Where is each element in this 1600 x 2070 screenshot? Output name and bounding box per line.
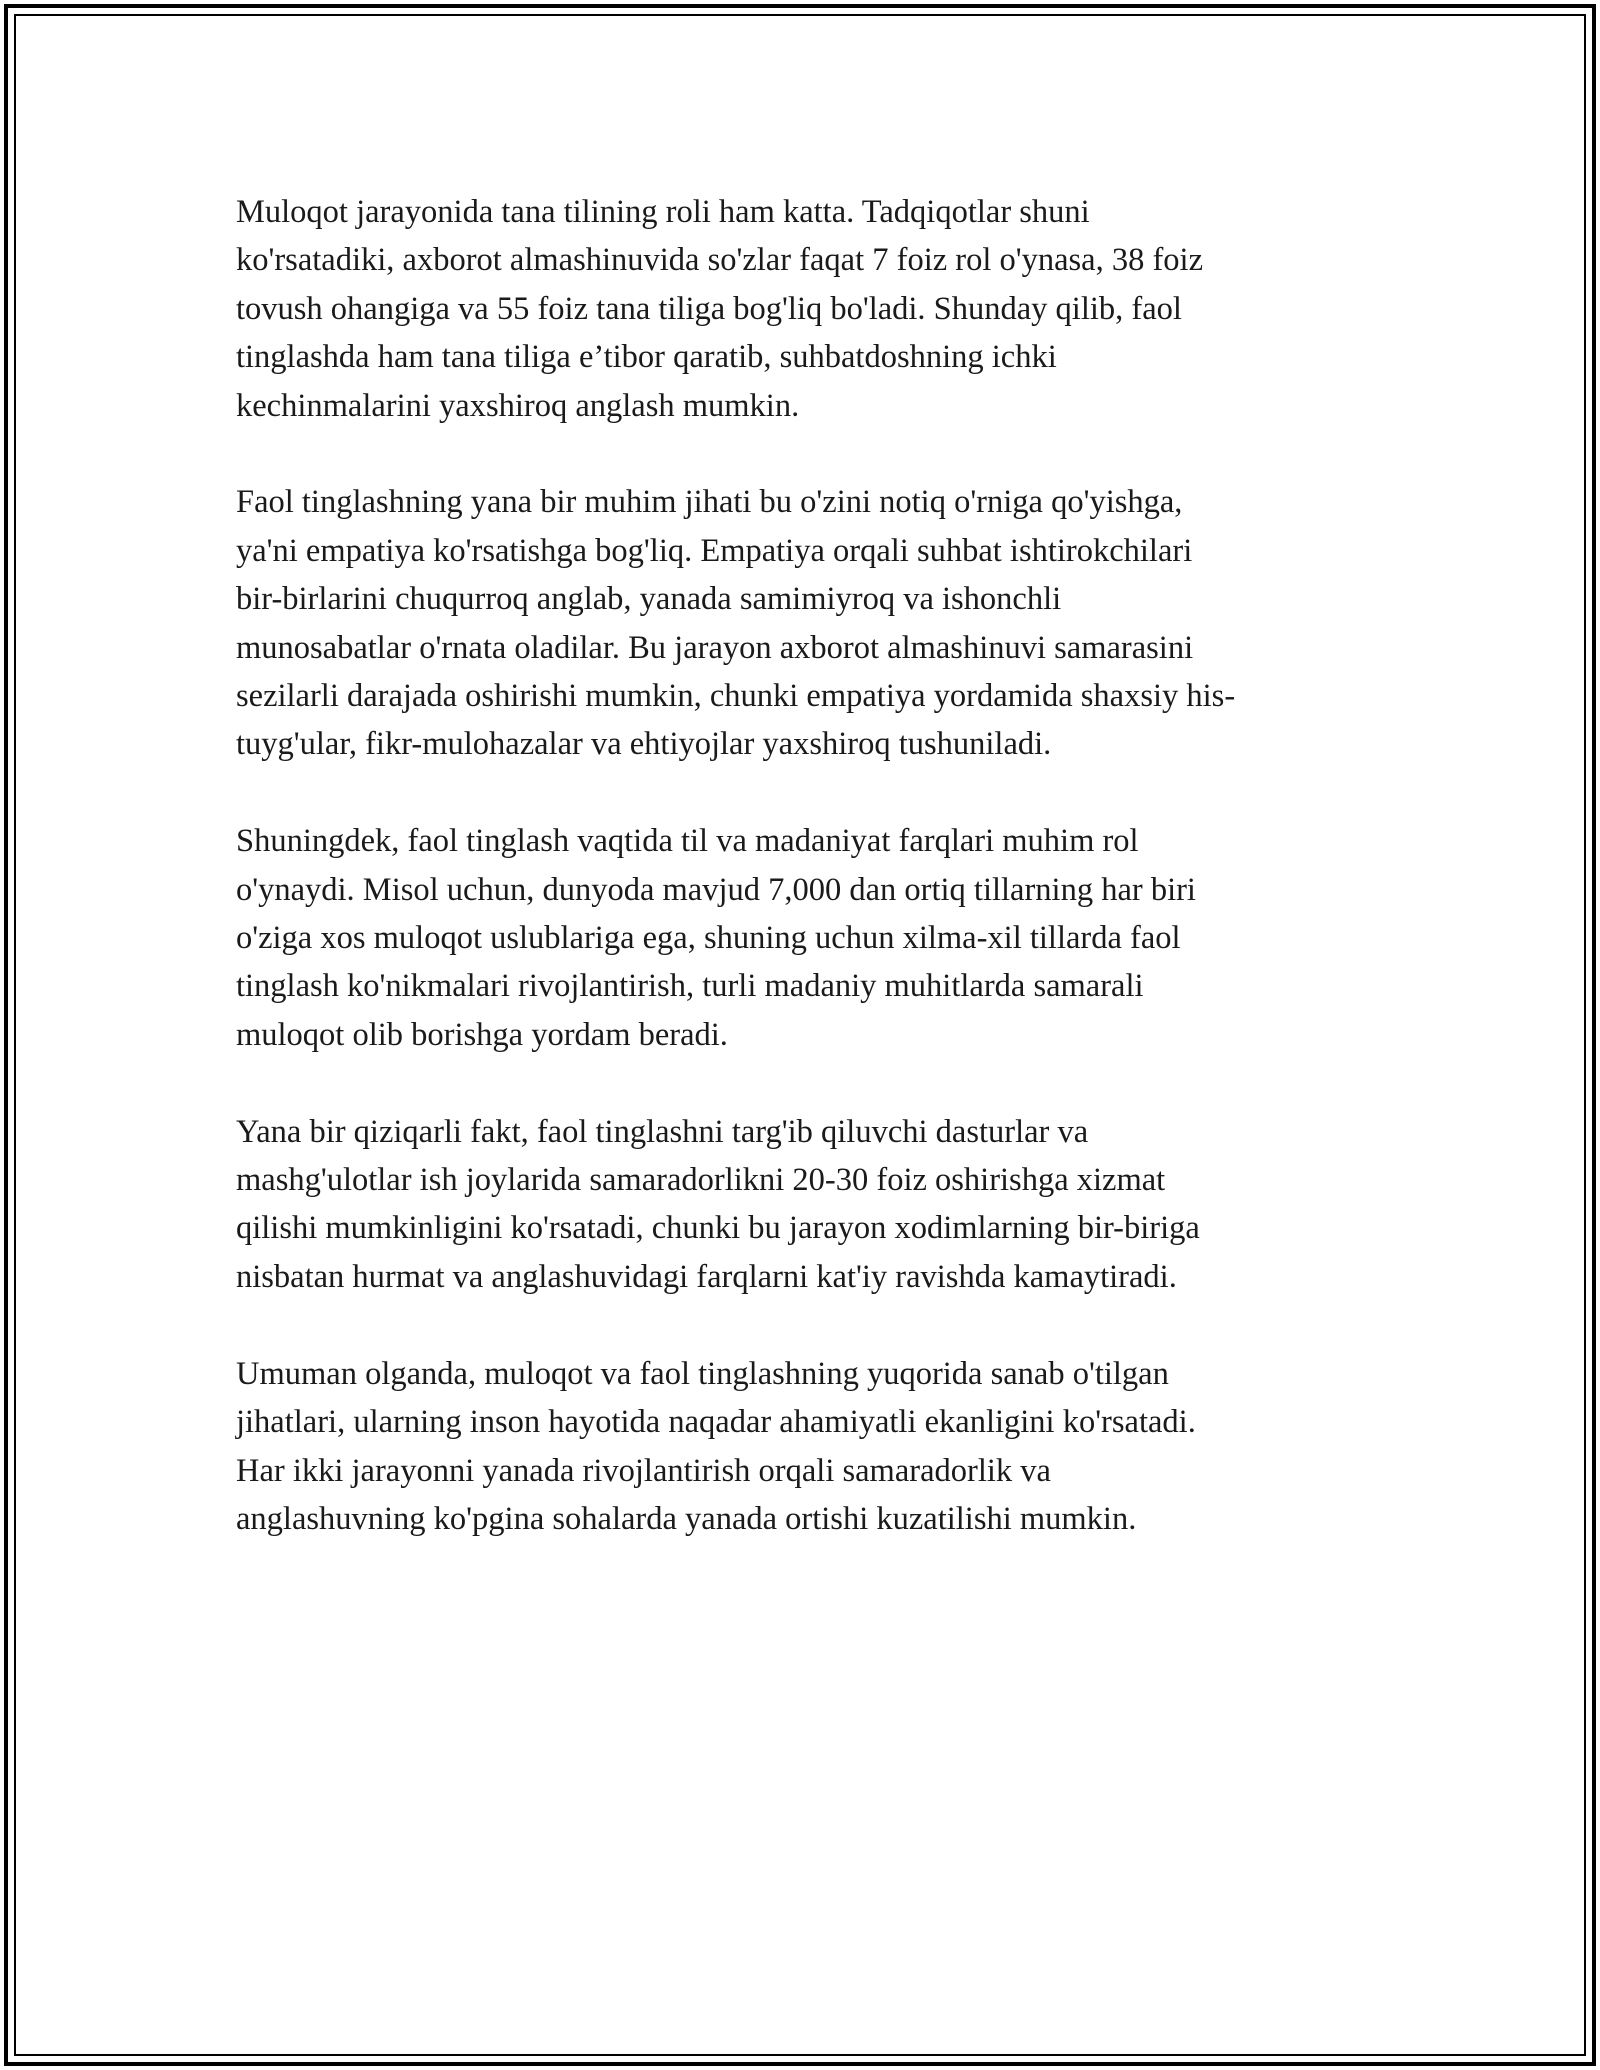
paragraph-body-language: Muloqot jarayonida tana tilining roli ham katta. Tadqiqotlar shuni ko'rsatadiki, axborot almashinuvida so'zlar faqat 7 foiz rol o'ynasa, 38 foiz tovush ohangiga va 55 foiz tana tiliga bog'liq bo'ladi. Shunday qilib, faol tinglashda ham tana tiliga e’tibor qaratib, suhbatdoshning ichki kechinmalarini yaxshiroq anglash mumkin. [236,194,1204,424]
paragraph-empathy: Faol tinglashning yana bir muhim jihati bu o'zini notiq o'rniga qo'yishga, ya'ni empatiya ko'rsatishga bog'liq. Empatiya orqali suhbat ishtirokchilari bir-birlarini chuqurroq anglab, yanada samimiyroq va ishonchli munosabatlar o'rnata oladilar. Bu jarayon axborot almashinuvi samarasini sezilarli darajada oshirishi mumkin, chunki empatiya yordamida shaxsiy his- tuyg'ular, fikr-mulohazalar va ehtiyojlar yaxshiroq tushuniladi. [236,484,1236,763]
paragraph-workplace-fact: Yana bir qiziqarli fakt, faol tinglashni targ'ib qiluvchi dasturlar va mashg'ulotlar ish joylarida samaradorlikni 20-30 foiz oshirishga xizmat qilishi mumkinligini ko'rsatadi, chunki bu jarayon xodimlarning bir-biriga nisbatan hurmat va anglashuvidagi farqlarni kat'iy ravishda kamaytiradi. [236,1113,1200,1295]
document-body [236,188,1376,1592]
paragraph-language-culture: Shuningdek, faol tinglash vaqtida til va madaniyat farqlari muhim rol o'ynaydi. Misol uchun, dunyoda mavjud 7,000 dan ortiq tillarning har biri o'ziga xos muloqot uslublariga ega, shuning uchun xilma-xil tillarda faol tinglash ko'nikmalari rivojlantirish, turli madaniy muhitlarda samarali muloqot olib borishga yordam beradi. [236,823,1196,1053]
paragraph-conclusion: Umuman olganda, muloqot va faol tinglashning yuqorida sanab o'tilgan jihatlari, ularning inson hayotida naqadar ahamiyatli ekanligini ko'rsatadi. Har ikki jarayonni yanada rivojlantirish orqali samaradorlik va anglashuvning ko'pgina sohalarda yanada ortishi kuzatilishi mumkin. [236,1355,1196,1537]
